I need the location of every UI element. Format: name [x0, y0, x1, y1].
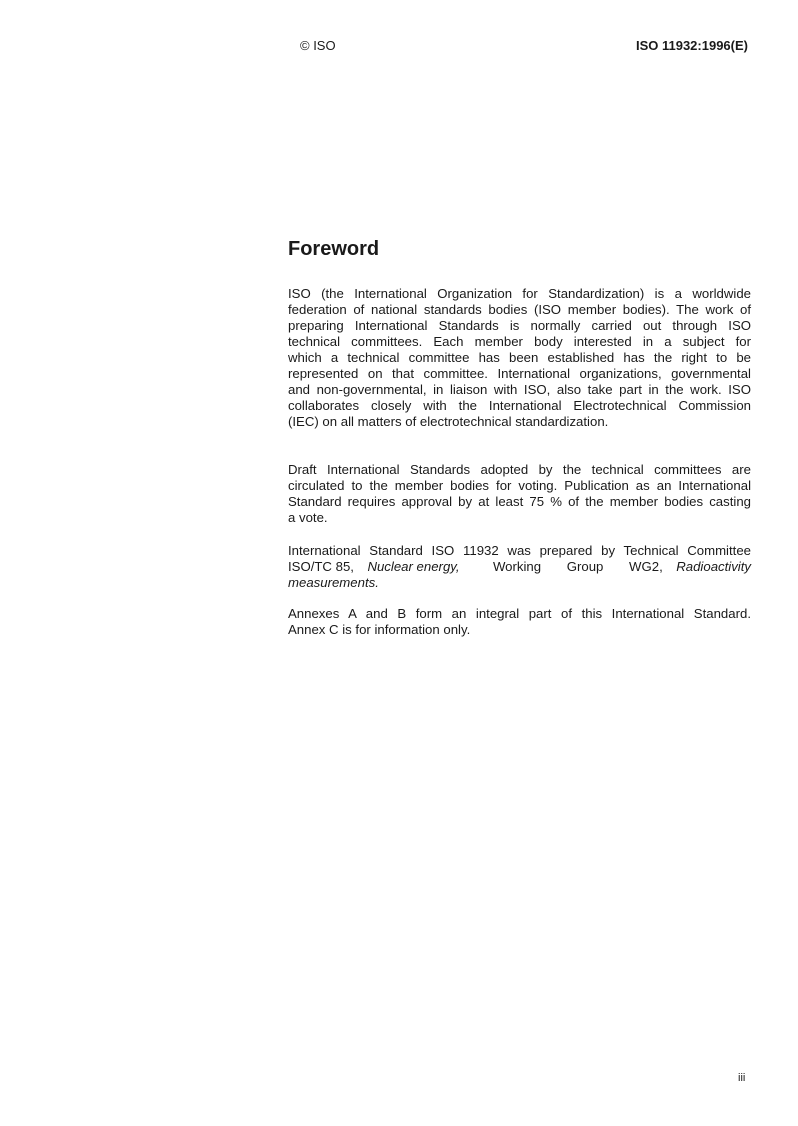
- text-line: collaborates closely with the International Electrotechnical Commission: [288, 398, 751, 413]
- text-line: [288, 559, 751, 575]
- text-line: Annexes A and B form an integral part of this International Standard.: [288, 606, 751, 621]
- text-line: represented on that committee. International organizations, governmental: [288, 366, 751, 381]
- text-line: Annex C is for information only.: [288, 622, 471, 637]
- text-line: circulated to the member bodies for voting. Publication as an International: [288, 478, 751, 493]
- text-line: which a technical committee has been established has the right to be: [288, 350, 751, 365]
- text-line: preparing International Standards is normally carried out through ISO: [288, 318, 751, 333]
- text-line: Standard requires approval by at least 75 % of the member bodies casting: [288, 494, 751, 509]
- page-title: Foreword: [288, 238, 380, 260]
- text-segment: Working Group WG2,: [492, 559, 663, 574]
- committee-title: Nuclear energy,: [367, 559, 460, 574]
- paragraph-3: [288, 543, 751, 591]
- text-segment: ISO/TC 85,: [288, 559, 354, 574]
- working-group-title: Radioactivity: [676, 559, 751, 574]
- paragraph-2: [288, 462, 751, 526]
- text-line: (IEC) on all matters of electrotechnical standardization.: [288, 414, 609, 429]
- text-line: Draft International Standards adopted by the technical committees are: [288, 462, 751, 477]
- text-line: International Standard ISO 11932 was prepared by Technical Committee: [288, 543, 751, 558]
- paragraph-1: [288, 286, 751, 430]
- document-number-header: ISO 11932:1996(E): [635, 38, 748, 53]
- working-group-title-cont: measurements.: [288, 575, 379, 590]
- text-line: and non-governmental, in liaison with ISO, also take part in the work. ISO: [288, 382, 751, 397]
- copyright-header: © ISO: [300, 38, 336, 53]
- text-line: a vote.: [288, 510, 328, 525]
- page-number: iii: [738, 1072, 746, 1084]
- paragraph-4: [288, 606, 751, 638]
- text-line: ISO (the International Organization for Standardization) is a worldwide: [288, 286, 751, 301]
- text-line: technical committees. Each member body interested in a subject for: [288, 334, 751, 349]
- text-line: federation of national standards bodies (ISO member bodies). The work of: [288, 302, 751, 317]
